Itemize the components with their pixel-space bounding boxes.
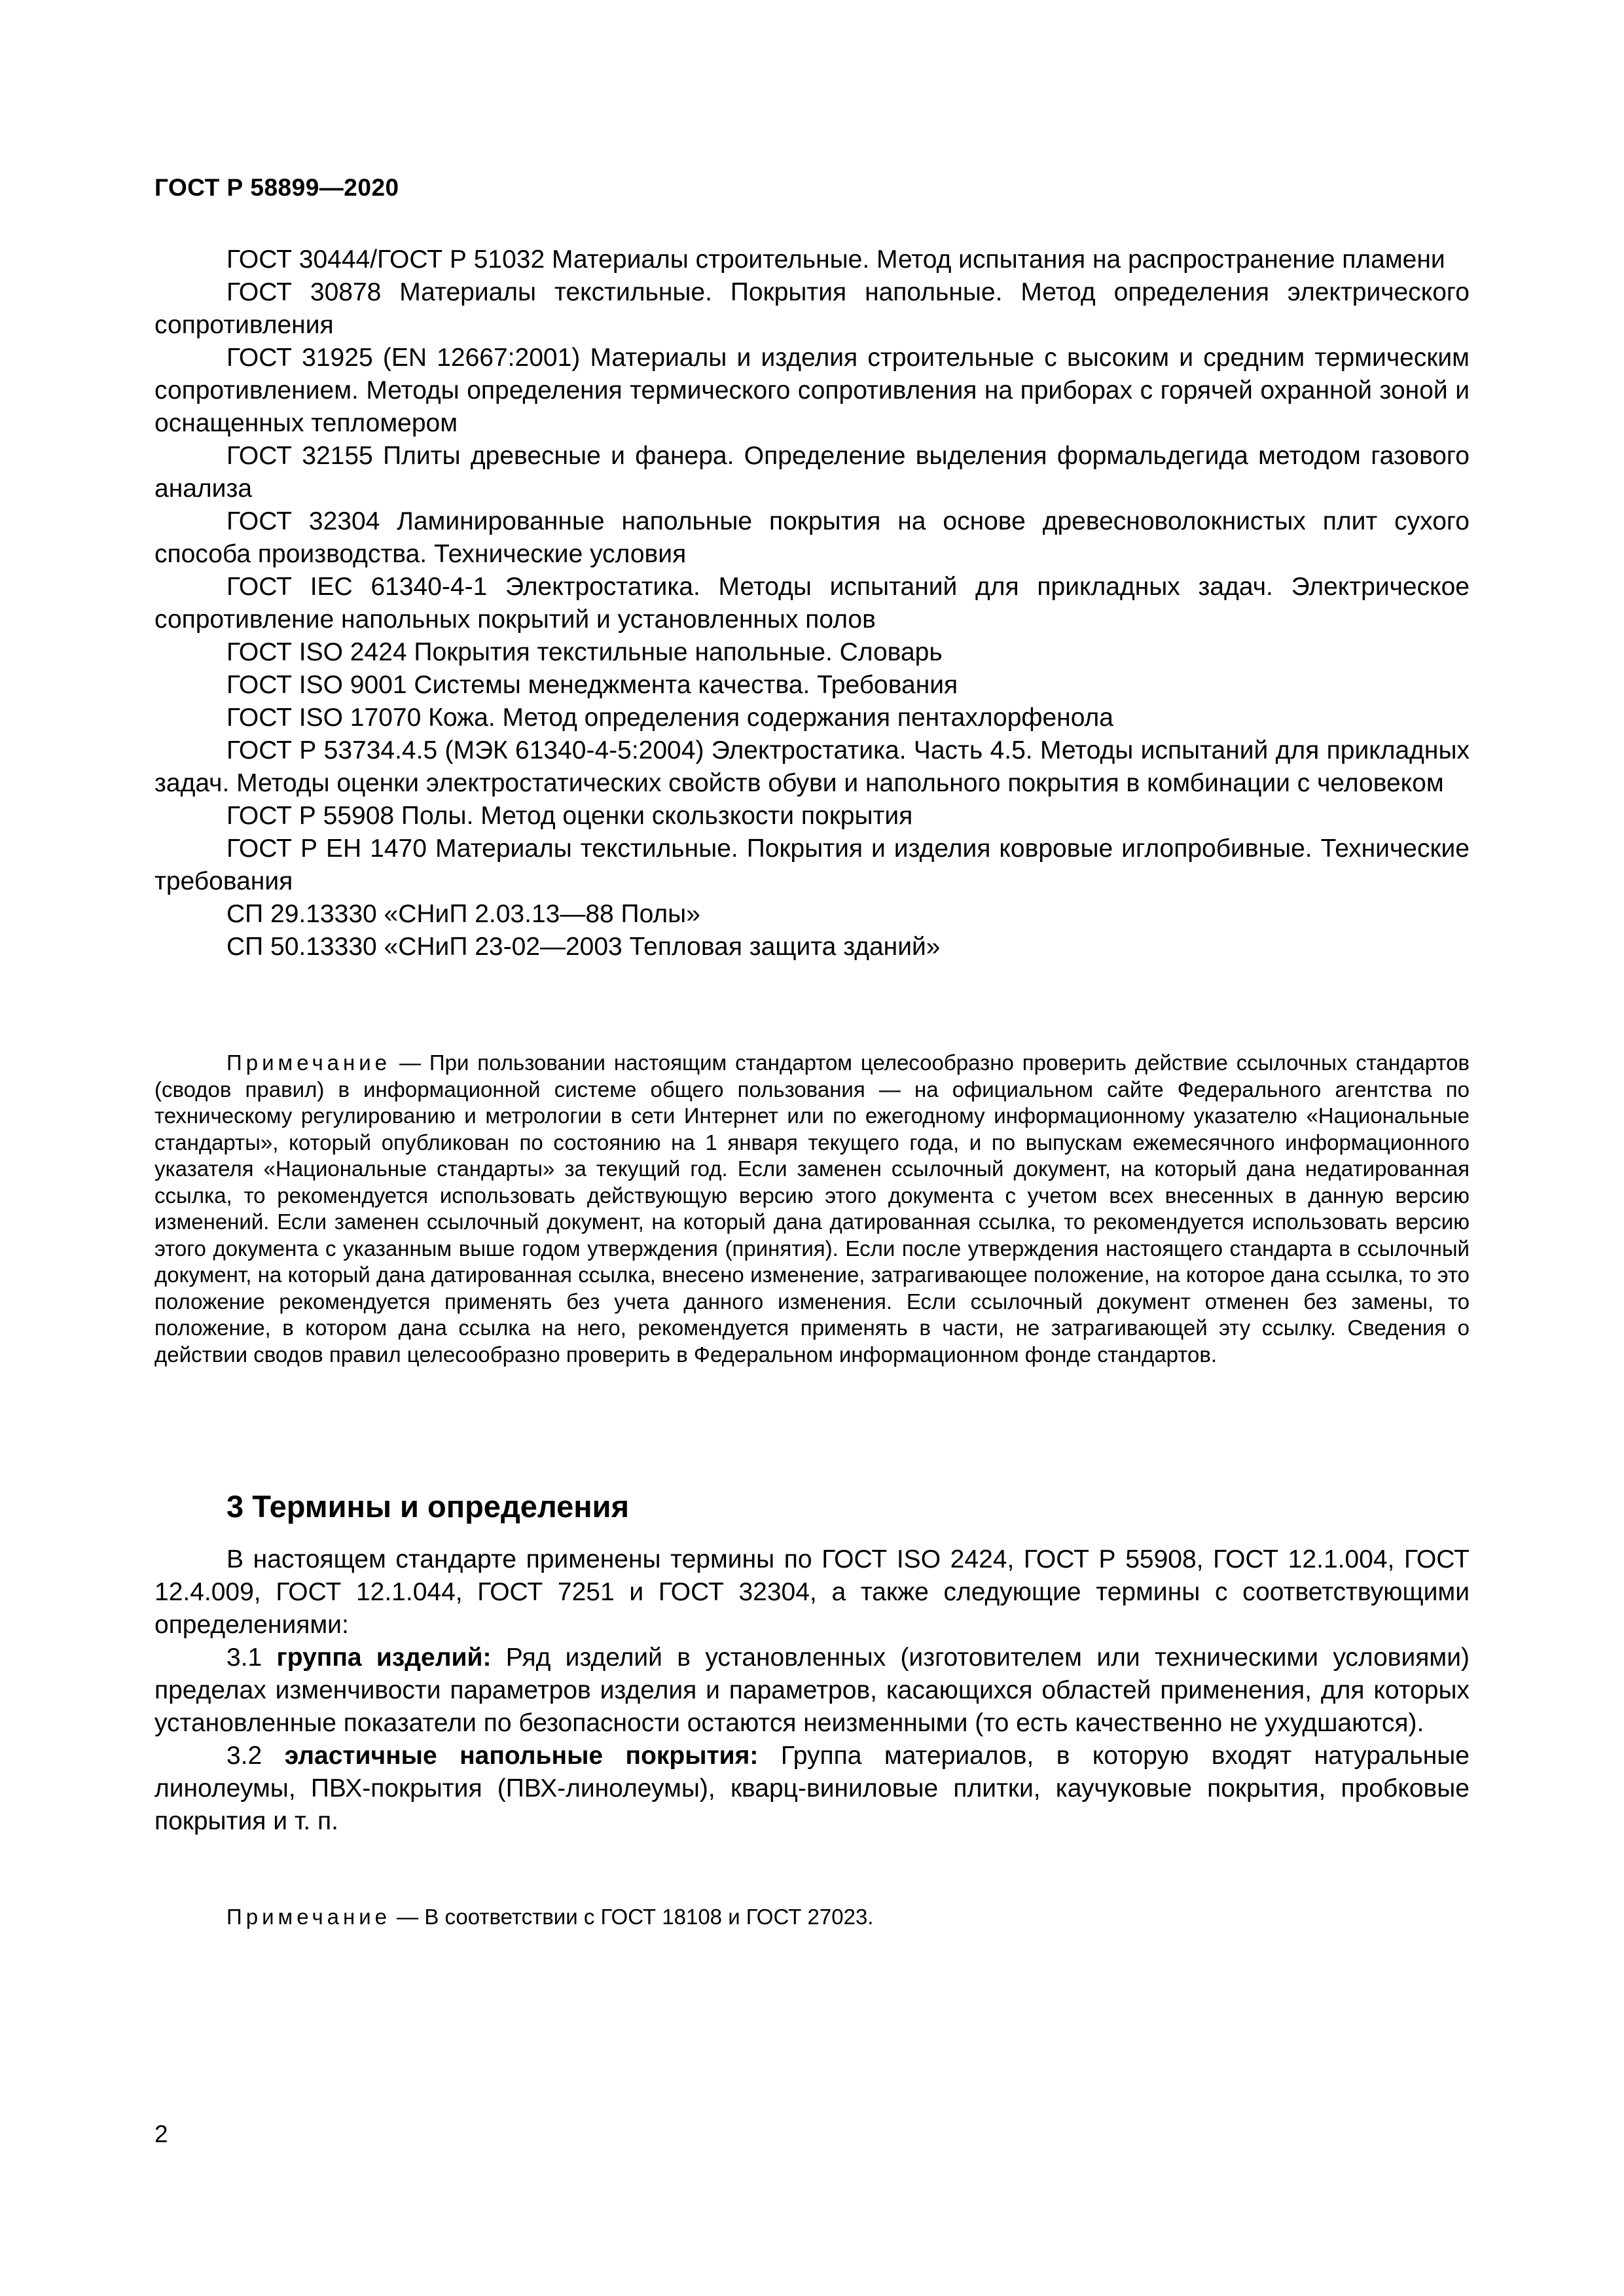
term-name: группа изделий: (276, 1643, 492, 1672)
note-label: Примечание (226, 1905, 391, 1929)
term-definition: Группа материалов, в которую входят натуральные линолеумы, ПВХ-покрытия (ПВХ-линолеумы), кварц-виниловые плитки, каучуковые покрытия, пробковые покрытия и т. п. (154, 1742, 1470, 1835)
reference-item: ГОСТ ISO 2424 Покрытия текстильные напольные. Словарь (226, 638, 943, 666)
reference-item: ГОСТ 31925 (EN 12667:2001) Материалы и изделия строительные с высоким и средним термическим сопротивлением. Методы определения термического сопротивления на приборах с горячей охранной зоной и оснащенных тепломером (154, 344, 1470, 437)
reference-item: ГОСТ IEC 61340-4-1 Электростатика. Методы испытаний для прикладных задач. Электрическое сопротивление напольных покрытий и установленных полов (154, 573, 1470, 634)
terms-section (154, 1543, 1470, 1838)
reference-item: СП 29.13330 «СНиП 2.03.13—88 Полы» (226, 900, 700, 928)
normative-references-list (154, 243, 1470, 963)
reference-item: ГОСТ 32304 Ламинированные напольные покрытия на основе древесноволокнистых плит сухого способа производства. Технические условия (154, 507, 1470, 568)
term-number: 3.2 (226, 1742, 285, 1770)
term-definition: Ряд изделий в установленных (изготовителем или техническими условиями) пределах изменчивости параметров изделия и параметров, касающихся областей применения, для которых установленные показатели по безопасности остаются неизменными (то есть качественно не ухудшаются). (154, 1643, 1470, 1737)
reference-item: ГОСТ 30444/ГОСТ Р 51032 Материалы строительные. Метод испытания на распространение пламени (226, 245, 1445, 274)
reference-item: ГОСТ Р 53734.4.5 (МЭК 61340-4-5:2004) Электростатика. Часть 4.5. Методы испытаний для прикладных задач. Методы оценки электростатических свойств обуви и напольного покрытия в комбинации с человеком (154, 736, 1470, 797)
reference-item: ГОСТ ISO 9001 Системы менеджмента качества. Требования (226, 671, 958, 699)
reference-item: ГОСТ Р ЕН 1470 Материалы текстильные. Покрытия и изделия ковровые иглопробивные. Технические требования (154, 834, 1470, 895)
term-number: 3.1 (226, 1643, 277, 1672)
section-title: 3 Термины и определения (226, 1489, 629, 1524)
note-text: — При пользовании настоящим стандартом целесообразно проверить действие ссылочных стандартов (сводов правил) в информационной системе общего пользования — на официальном сайте Федерального агентства по техническому регулированию и метрологии в сети Интернет или по ежегодному информационному указателю «Национальные стандарты», который опубликован по состоянию на 1 января текущего года, и по выпускам ежемесячного информационного указателя «Национальные стандарты» за текущий год. Если заменен ссылочный документ, на который дана недатированная ссылка, то рекомендуется использовать действующую версию этого документа с учетом всех внесенных в данную версию изменений. Если заменен ссылочный документ, на который дана датированная ссылка, то рекомендуется использовать версию этого документа с указанным выше годом утверждения (принятия). Если после утверждения настоящего стандарта в ссылочный документ, на который дана датированная ссылка, внесено изменение, затрагивающее положение, на которое дана ссылка, то это положение рекомендуется применять без учета данного изменения. Если ссылочный документ отменен без замены, то положение, в котором дана ссылка на него, рекомендуется применять в части, не затрагивающей эту ссылку. Сведения о действии сводов правил целесообразно проверить в Федеральном информационном фонде стандартов. (154, 1050, 1470, 1367)
note-text: — В соответствии с ГОСТ 18108 и ГОСТ 27023. (391, 1905, 874, 1929)
reference-item: СП 50.13330 «СНиП 23-02—2003 Тепловая защита зданий» (226, 933, 941, 961)
reference-item: ГОСТ Р 55908 Полы. Метод оценки скользкости покрытия (226, 802, 913, 830)
terms-note (226, 1905, 873, 1929)
reference-item: ГОСТ 32155 Плиты древесные и фанера. Определение выделения формальдегида методом газового анализа (154, 442, 1470, 503)
note-label: Примечание (226, 1050, 391, 1075)
term-entry (154, 1740, 1470, 1838)
term-name: эластичные напольные покрытия: (284, 1742, 759, 1770)
terms-intro: В настоящем стандарте применены термины по ГОСТ ISO 2424, ГОСТ Р 55908, ГОСТ 12.1.004, ГОСТ 12.4.009, ГОСТ 12.1.044, ГОСТ 7251 и ГОСТ 32304, а также следующие термины с соответствующими определениями: (154, 1545, 1470, 1639)
reference-item: ГОСТ ISO 17070 Кожа. Метод определения содержания пентахлорфенола (226, 704, 1113, 732)
document-header: ГОСТ Р 58899—2020 (154, 174, 399, 201)
reference-item: ГОСТ 30878 Материалы текстильные. Покрытия напольные. Метод определения электрического сопротивления (154, 278, 1470, 339)
term-entry (154, 1641, 1470, 1740)
references-note (154, 1050, 1470, 1368)
page-number: 2 (154, 2121, 168, 2147)
